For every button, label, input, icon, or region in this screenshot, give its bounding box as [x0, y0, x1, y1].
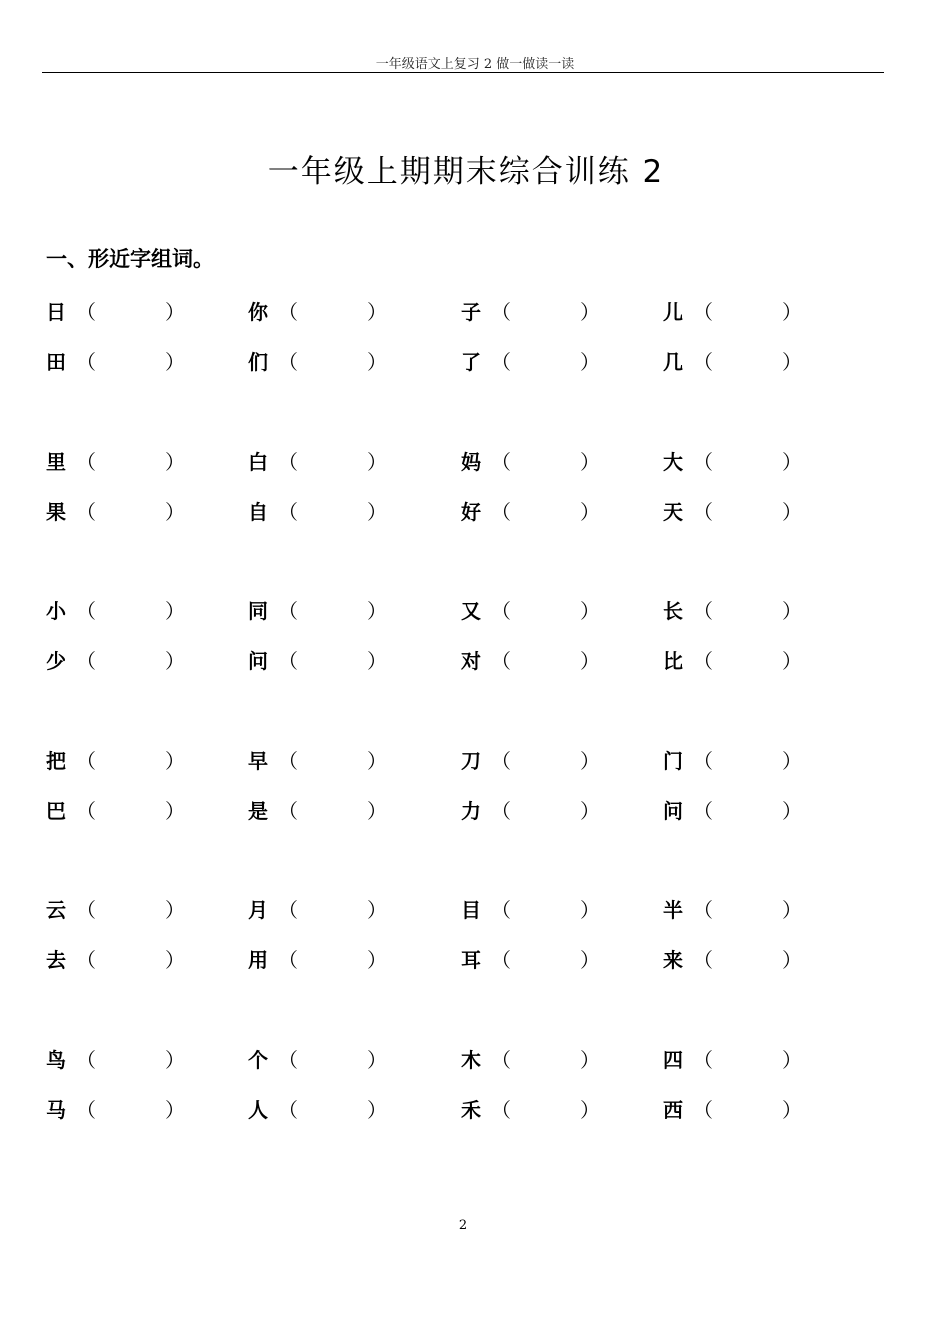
- open-paren: （: [693, 1098, 713, 1122]
- open-paren: （: [491, 948, 511, 972]
- word-blank-item: [461, 945, 621, 975]
- word-blank-item: [248, 646, 408, 676]
- target-character: 去: [46, 948, 66, 972]
- close-paren: ）: [165, 599, 185, 623]
- word-blank-item: [46, 1045, 206, 1075]
- target-character: 你: [248, 300, 268, 324]
- close-paren: ）: [782, 599, 802, 623]
- word-blank-item: [663, 447, 823, 477]
- close-paren: ）: [580, 1098, 600, 1122]
- open-paren: （: [491, 599, 511, 623]
- word-blank-item: [461, 1095, 621, 1125]
- close-paren: ）: [782, 898, 802, 922]
- word-blank-item: [663, 347, 823, 377]
- word-blank-item: [46, 497, 206, 527]
- word-blank-item: [663, 895, 823, 925]
- open-paren: （: [278, 350, 298, 374]
- target-character: 田: [46, 350, 66, 374]
- target-character: 目: [461, 898, 481, 922]
- word-blank-item: [248, 895, 408, 925]
- word-blank-item: [46, 746, 206, 776]
- open-paren: （: [76, 500, 96, 524]
- target-character: 早: [248, 749, 268, 773]
- close-paren: ）: [165, 649, 185, 673]
- target-character: 白: [248, 450, 268, 474]
- word-blank-item: [46, 297, 206, 327]
- target-character: 大: [663, 450, 683, 474]
- target-character: 对: [461, 649, 481, 673]
- word-blank-item: [248, 347, 408, 377]
- target-character: 了: [461, 350, 481, 374]
- target-character: 巴: [46, 799, 66, 823]
- open-paren: （: [76, 799, 96, 823]
- word-blank-item: [461, 746, 621, 776]
- target-character: 几: [663, 350, 683, 374]
- word-blank-item: [663, 1095, 823, 1125]
- close-paren: ）: [367, 948, 387, 972]
- close-paren: ）: [367, 749, 387, 773]
- word-blank-item: [248, 796, 408, 826]
- open-paren: （: [76, 300, 96, 324]
- page-number: 2: [458, 1218, 468, 1233]
- word-blank-item: [248, 447, 408, 477]
- target-character: 果: [46, 500, 66, 524]
- target-character: 天: [663, 500, 683, 524]
- word-blank-item: [461, 796, 621, 826]
- word-blank-item: [663, 646, 823, 676]
- open-paren: （: [76, 599, 96, 623]
- word-blank-item: [461, 646, 621, 676]
- target-character: 是: [248, 799, 268, 823]
- open-paren: （: [693, 948, 713, 972]
- open-paren: （: [278, 649, 298, 673]
- open-paren: （: [76, 898, 96, 922]
- open-paren: （: [693, 749, 713, 773]
- word-blank-item: [663, 297, 823, 327]
- open-paren: （: [491, 300, 511, 324]
- open-paren: （: [76, 948, 96, 972]
- target-character: 人: [248, 1098, 268, 1122]
- open-paren: （: [693, 649, 713, 673]
- word-blank-item: [46, 646, 206, 676]
- word-blank-item: [461, 297, 621, 327]
- word-blank-item: [46, 945, 206, 975]
- close-paren: ）: [782, 500, 802, 524]
- open-paren: （: [76, 1048, 96, 1072]
- close-paren: ）: [165, 300, 185, 324]
- target-character: 小: [46, 599, 66, 623]
- open-paren: （: [491, 749, 511, 773]
- target-character: 同: [248, 599, 268, 623]
- open-paren: （: [278, 1098, 298, 1122]
- target-character: 禾: [461, 1098, 481, 1122]
- open-paren: （: [693, 898, 713, 922]
- word-blank-item: [248, 297, 408, 327]
- close-paren: ）: [580, 300, 600, 324]
- close-paren: ）: [580, 599, 600, 623]
- target-character: 木: [461, 1048, 481, 1072]
- word-blank-item: [46, 1095, 206, 1125]
- open-paren: （: [491, 350, 511, 374]
- word-blank-item: [461, 1045, 621, 1075]
- open-paren: （: [693, 1048, 713, 1072]
- open-paren: （: [278, 799, 298, 823]
- target-character: 西: [663, 1098, 683, 1122]
- close-paren: ）: [367, 898, 387, 922]
- target-character: 云: [46, 898, 66, 922]
- close-paren: ）: [782, 300, 802, 324]
- open-paren: （: [491, 450, 511, 474]
- target-character: 用: [248, 948, 268, 972]
- open-paren: （: [76, 1098, 96, 1122]
- open-paren: （: [693, 799, 713, 823]
- open-paren: （: [278, 300, 298, 324]
- target-character: 个: [248, 1048, 268, 1072]
- word-blank-item: [46, 895, 206, 925]
- close-paren: ）: [580, 500, 600, 524]
- target-character: 长: [663, 599, 683, 623]
- open-paren: （: [278, 948, 298, 972]
- close-paren: ）: [580, 898, 600, 922]
- open-paren: （: [76, 450, 96, 474]
- target-character: 日: [46, 300, 66, 324]
- word-blank-item: [663, 596, 823, 626]
- target-character: 自: [248, 500, 268, 524]
- close-paren: ）: [782, 450, 802, 474]
- open-paren: （: [491, 1048, 511, 1072]
- word-blank-item: [248, 1045, 408, 1075]
- target-character: 少: [46, 649, 66, 673]
- close-paren: ）: [367, 500, 387, 524]
- open-paren: （: [278, 450, 298, 474]
- close-paren: ）: [782, 749, 802, 773]
- word-blank-item: [46, 596, 206, 626]
- close-paren: ）: [165, 1098, 185, 1122]
- close-paren: ）: [367, 1098, 387, 1122]
- close-paren: ）: [367, 300, 387, 324]
- word-blank-item: [663, 746, 823, 776]
- close-paren: ）: [165, 450, 185, 474]
- word-blank-item: [663, 1045, 823, 1075]
- target-character: 力: [461, 799, 481, 823]
- word-blank-item: [461, 447, 621, 477]
- running-header: 一年级语文上复习 2 做一做读一读: [375, 57, 575, 72]
- word-blank-item: [248, 1095, 408, 1125]
- target-character: 里: [46, 450, 66, 474]
- open-paren: （: [491, 799, 511, 823]
- close-paren: ）: [367, 450, 387, 474]
- target-character: 四: [663, 1048, 683, 1072]
- open-paren: （: [693, 450, 713, 474]
- target-character: 儿: [663, 300, 683, 324]
- word-blank-item: [461, 497, 621, 527]
- word-blank-item: [663, 497, 823, 527]
- close-paren: ）: [367, 599, 387, 623]
- close-paren: ）: [165, 350, 185, 374]
- close-paren: ）: [580, 948, 600, 972]
- word-blank-item: [663, 945, 823, 975]
- close-paren: ）: [165, 948, 185, 972]
- page-title: 一年级上期期末综合训练 2: [267, 153, 665, 190]
- close-paren: ）: [165, 500, 185, 524]
- word-blank-item: [248, 746, 408, 776]
- word-blank-item: [461, 596, 621, 626]
- target-character: 马: [46, 1098, 66, 1122]
- target-character: 又: [461, 599, 481, 623]
- open-paren: （: [491, 1098, 511, 1122]
- word-blank-item: [46, 347, 206, 377]
- close-paren: ）: [580, 350, 600, 374]
- close-paren: ）: [782, 1098, 802, 1122]
- open-paren: （: [278, 599, 298, 623]
- target-character: 门: [663, 749, 683, 773]
- close-paren: ）: [165, 898, 185, 922]
- target-character: 们: [248, 350, 268, 374]
- target-character: 把: [46, 749, 66, 773]
- target-character: 妈: [461, 450, 481, 474]
- open-paren: （: [278, 500, 298, 524]
- word-blank-item: [248, 497, 408, 527]
- target-character: 问: [663, 799, 683, 823]
- target-character: 来: [663, 948, 683, 972]
- target-character: 刀: [461, 749, 481, 773]
- target-character: 鸟: [46, 1048, 66, 1072]
- open-paren: （: [693, 599, 713, 623]
- close-paren: ）: [782, 1048, 802, 1072]
- section-heading: 一、形近字组词。: [46, 247, 214, 271]
- open-paren: （: [76, 350, 96, 374]
- word-blank-item: [461, 347, 621, 377]
- open-paren: （: [278, 898, 298, 922]
- open-paren: （: [491, 649, 511, 673]
- close-paren: ）: [165, 749, 185, 773]
- close-paren: ）: [580, 749, 600, 773]
- open-paren: （: [491, 500, 511, 524]
- close-paren: ）: [367, 799, 387, 823]
- close-paren: ）: [367, 649, 387, 673]
- close-paren: ）: [782, 799, 802, 823]
- open-paren: （: [693, 500, 713, 524]
- open-paren: （: [278, 1048, 298, 1072]
- close-paren: ）: [165, 1048, 185, 1072]
- close-paren: ）: [367, 350, 387, 374]
- open-paren: （: [693, 300, 713, 324]
- word-blank-item: [663, 796, 823, 826]
- close-paren: ）: [782, 649, 802, 673]
- word-blank-item: [248, 945, 408, 975]
- target-character: 比: [663, 649, 683, 673]
- word-blank-item: [46, 447, 206, 477]
- target-character: 问: [248, 649, 268, 673]
- close-paren: ）: [782, 350, 802, 374]
- close-paren: ）: [165, 799, 185, 823]
- open-paren: （: [76, 749, 96, 773]
- target-character: 月: [248, 898, 268, 922]
- word-blank-item: [461, 895, 621, 925]
- target-character: 好: [461, 500, 481, 524]
- open-paren: （: [491, 898, 511, 922]
- close-paren: ）: [580, 1048, 600, 1072]
- close-paren: ）: [367, 1048, 387, 1072]
- close-paren: ）: [782, 948, 802, 972]
- open-paren: （: [76, 649, 96, 673]
- target-character: 耳: [461, 948, 481, 972]
- open-paren: （: [693, 350, 713, 374]
- open-paren: （: [278, 749, 298, 773]
- word-blank-item: [46, 796, 206, 826]
- close-paren: ）: [580, 450, 600, 474]
- close-paren: ）: [580, 649, 600, 673]
- word-blank-item: [248, 596, 408, 626]
- close-paren: ）: [580, 799, 600, 823]
- target-character: 子: [461, 300, 481, 324]
- target-character: 半: [663, 898, 683, 922]
